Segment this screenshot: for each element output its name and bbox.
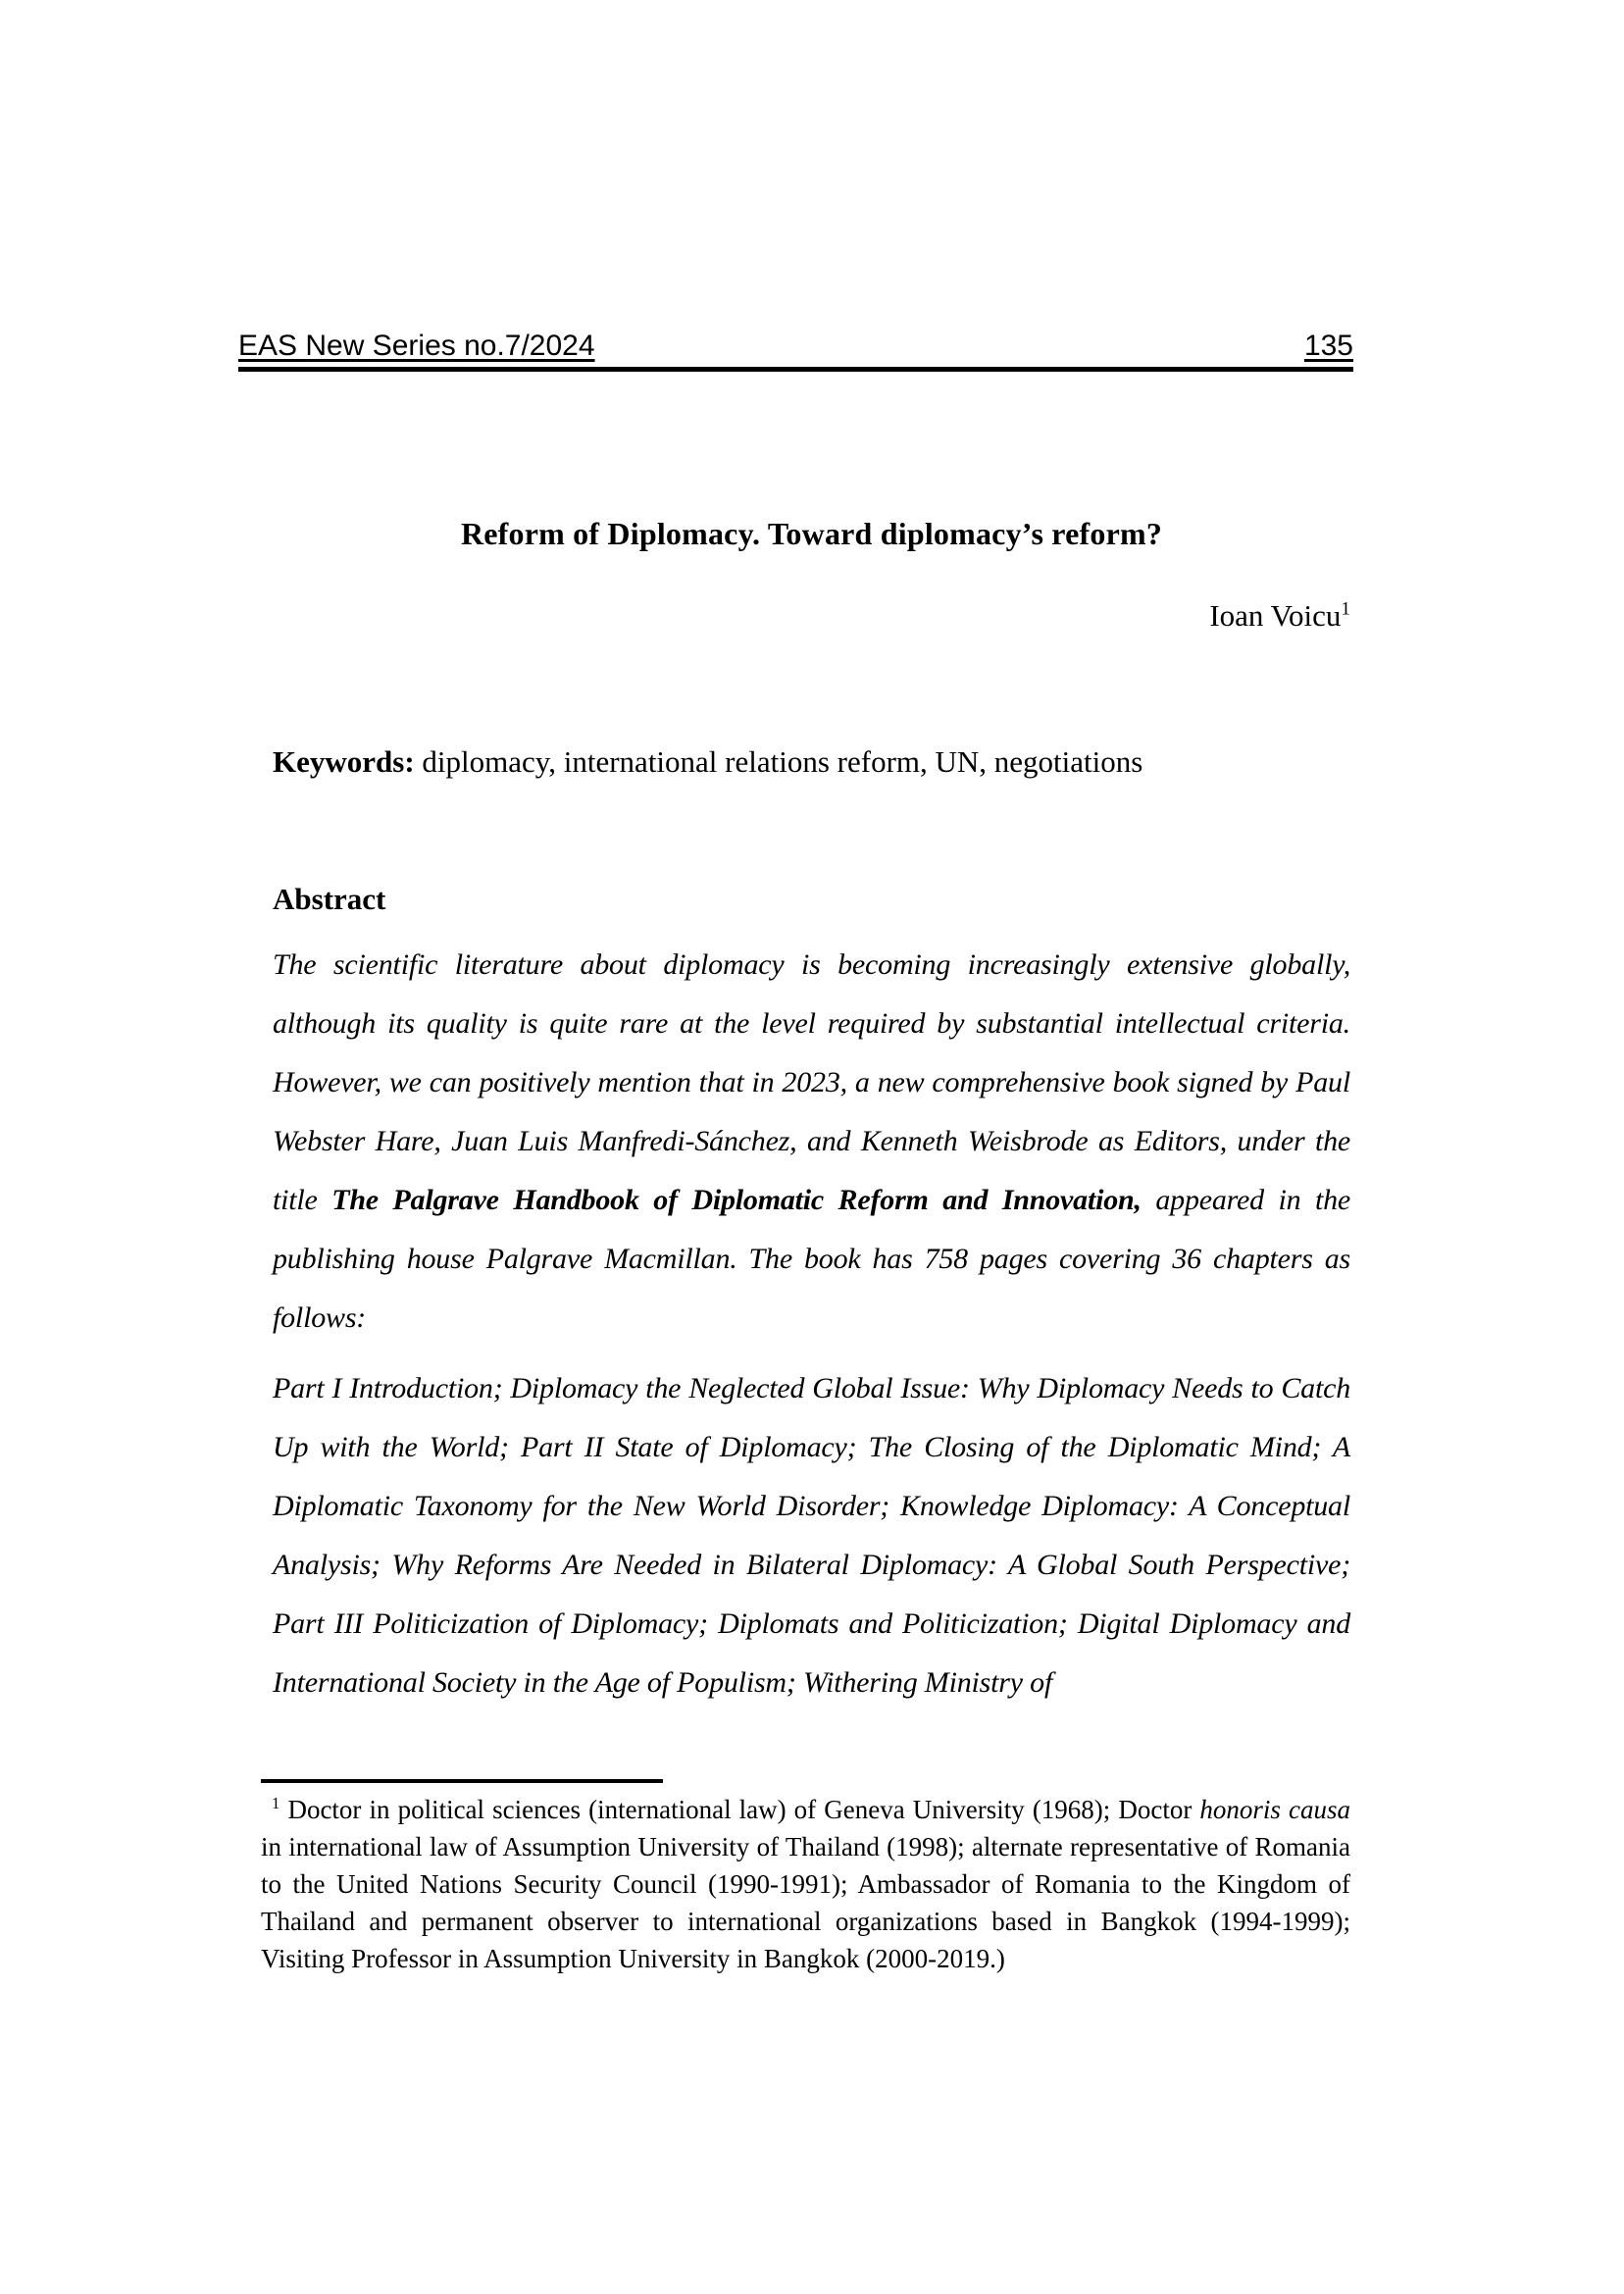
abstract-heading: Abstract: [273, 882, 386, 916]
keywords-text: diplomacy, international relations reform, UN, negotiations: [422, 744, 1143, 779]
keywords-line: [273, 744, 1350, 780]
contents-paragraph: Part I Introduction; Diplomacy the Neglected Global Issue: Why Diplomacy Needs to Catch Up with the World; Part II State of Diplomacy; The Closing of the Diplomatic Mind; A Diplomatic Taxonomy for the New World Disorder; Knowledge Diplomacy: A Conceptual Analysis; Why Reforms Are Needed in Bilateral Diplomacy: A Global South Perspective; Part III Politicization of Diplomacy; Diplomats and Politicization; Digital Diplomacy and International Society in the Age of Populism; Withering Ministry of: [273, 1372, 1350, 1699]
page-header: [238, 330, 1353, 372]
footnote-marker: 1: [272, 1794, 280, 1812]
author-name: Ioan Voicu: [1209, 598, 1342, 633]
author-line: [273, 598, 1350, 634]
footnote: [261, 1791, 1350, 1977]
article-body: [273, 936, 1350, 1724]
author-footnote-ref: 1: [1341, 598, 1350, 620]
journal-title: EAS New Series no.7/2024: [238, 330, 595, 362]
footnote-separator-rule: [261, 1779, 663, 1783]
book-title-emphasis: The Palgrave Handbook of Diplomatic Reform and Innovation,: [331, 1184, 1142, 1216]
footnote-text-lead: Doctor in political sciences (international law) of Geneva University (1968); Doctor: [287, 1795, 1200, 1824]
abstract-text-lead: The scientific literature about diplomacy is becoming increasingly extensive globally, although its quality is quite rare at the level required by substantial intellectual criteria. However, we can positively mention that in 2023, a new comprehensive book signed by Paul Webster Hare, Juan Luis Manfredi-Sánchez, and Kenneth Weisbrode as Editors, under the title: [273, 948, 1350, 1216]
footnote-latin-phrase: honoris causa: [1199, 1795, 1350, 1824]
abstract-text-tail: appeared in the publishing house Palgrave Macmillan. The book has 758 pages covering 36 chapters as follows:: [273, 1184, 1350, 1334]
abstract-paragraph: [273, 936, 1350, 1348]
footnote-paragraph: [261, 1791, 1350, 1977]
page-number: 135: [1303, 330, 1353, 362]
footnote-text-tail: in international law of Assumption University of Thailand (1998); alternate representative of Romania to the United Nations Security Council (1990-1991); Ambassador of Romania to the Kingdom of Thailand and permanent observer to international organizations based in Bangkok (1994-1999); Visiting Professor in Assumption University in Bangkok (2000-2019.): [261, 1832, 1350, 1973]
keywords-label: Keywords:: [273, 744, 415, 779]
article-title: Reform of Diplomacy. Toward diplomacy’s reform?: [460, 516, 1163, 551]
